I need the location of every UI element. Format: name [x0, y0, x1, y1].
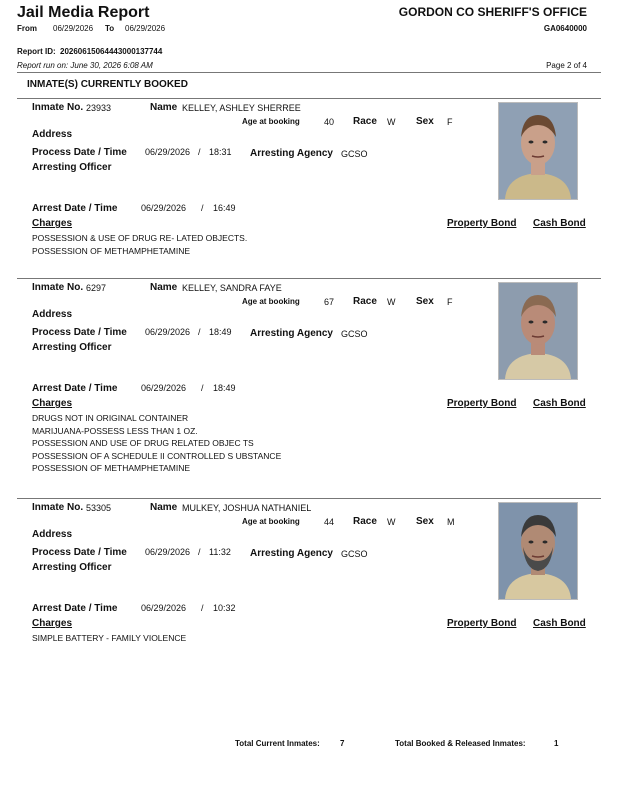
charge-item: POSSESSION OF A SCHEDULE II CONTROLLED S UBSTANCE [32, 450, 282, 461]
address-label: Address [32, 129, 73, 140]
arresting-agency-value: GCSO [341, 549, 368, 559]
to-date: 06/29/2026 [125, 24, 166, 33]
mugshot-photo [498, 502, 578, 600]
process-slash: / [198, 147, 201, 157]
arrest-date: 06/29/2026 [141, 203, 187, 213]
mugshot-photo [498, 282, 578, 380]
arresting-agency-value: GCSO [341, 329, 368, 339]
charge-item: POSSESSION & USE OF DRUG RE- LATED OBJECTS. [32, 233, 248, 243]
process-time: 18:49 [209, 327, 232, 337]
arresting-officer-label: Arresting Officer [32, 562, 112, 573]
from-label: From [17, 24, 37, 33]
process-date: 06/29/2026 [145, 327, 191, 337]
charge-item: POSSESSION AND USE OF DRUG RELATED OBJEC TS [32, 438, 254, 448]
arresting-agency-value: GCSO [341, 149, 368, 159]
age-value: 40 [324, 117, 335, 127]
total-booked-label: Total Booked & Released Inmates: [395, 739, 526, 748]
page-number: Page 2 of 4 [546, 61, 587, 70]
process-label: Process Date / Time [32, 327, 127, 338]
race-label: Race [353, 516, 377, 527]
agency-code: GA0640000 [543, 24, 587, 33]
process-slash: / [198, 327, 201, 337]
process-slash: / [198, 547, 201, 557]
agency-name: GORDON CO SHERIFF'S OFFICE [398, 5, 587, 19]
process-date: 06/29/2026 [145, 147, 191, 157]
report-id-label: Report ID: [17, 47, 56, 56]
inmate-no-label: Inmate No. [32, 282, 84, 293]
arrest-date: 06/29/2026 [141, 603, 187, 613]
race-label: Race [353, 296, 377, 307]
inmate-divider [17, 278, 601, 279]
mugshot-photo [498, 102, 578, 200]
age-label: Age at booking [242, 117, 300, 126]
charge-item: SIMPLE BATTERY - FAMILY VIOLENCE [32, 633, 187, 643]
charge-item: POSSESSION OF METHAMPHETAMINE [32, 463, 191, 473]
charges-label: Charges [32, 618, 73, 629]
charge-item: DRUGS NOT IN ORIGINAL CONTAINER [32, 413, 189, 423]
inmate-no-value: 53305 [86, 503, 112, 513]
arrest-time: 18:49 [213, 383, 236, 393]
from-date: 06/29/2026 [53, 24, 94, 33]
cash-bond-label: Cash Bond [533, 618, 586, 629]
sex-value: F [447, 117, 453, 127]
cash-bond-label: Cash Bond [533, 218, 586, 229]
to-label: To [105, 24, 115, 33]
address-label: Address [32, 309, 73, 320]
sex-label: Sex [416, 296, 434, 307]
cash-bond-label: Cash Bond [533, 398, 586, 409]
inmate-divider [17, 498, 601, 499]
arrest-time: 16:49 [213, 203, 236, 213]
inmate-name: KELLEY, SANDRA FAYE [182, 283, 282, 293]
report-title: Jail Media Report [17, 4, 150, 21]
report-id: 20260615064443000137744 [60, 47, 163, 56]
arresting-officer-label: Arresting Officer [32, 162, 112, 173]
arrest-label: Arrest Date / Time [32, 203, 118, 214]
charge-item: POSSESSION OF METHAMPHETAMINE [32, 245, 191, 256]
sex-value: M [447, 517, 455, 527]
report-run-on: Report run on: June 30, 2026 6:08 AM [17, 61, 153, 70]
age-value: 44 [324, 517, 335, 527]
inmate-no-value: 6297 [86, 283, 107, 293]
age-value: 67 [324, 297, 335, 307]
race-label: Race [353, 116, 377, 127]
process-label: Process Date / Time [32, 547, 127, 558]
sex-label: Sex [416, 516, 434, 527]
process-time: 18:31 [209, 147, 232, 157]
arrest-label: Arrest Date / Time [32, 603, 118, 614]
property-bond-label: Property Bond [447, 218, 517, 229]
arresting-agency-label: Arresting Agency [250, 328, 333, 339]
total-booked-value: 1 [554, 739, 559, 748]
section-divider [17, 98, 601, 99]
race-value: W [387, 297, 396, 307]
header-divider [17, 72, 601, 73]
sex-label: Sex [416, 116, 434, 127]
inmate-no-label: Inmate No. [32, 502, 84, 513]
property-bond-label: Property Bond [447, 398, 517, 409]
arrest-slash: / [201, 603, 204, 613]
property-bond-label: Property Bond [447, 618, 517, 629]
process-time: 11:32 [209, 547, 231, 557]
section-title: INMATE(S) CURRENTLY BOOKED [27, 79, 188, 90]
inmate-no-label: Inmate No. [32, 102, 84, 113]
charge-item: MARIJUANA-POSSESS LESS THAN 1 OZ. [32, 425, 198, 436]
charges-label: Charges [32, 398, 73, 409]
arresting-officer-label: Arresting Officer [32, 342, 112, 353]
arrest-slash: / [201, 203, 204, 213]
inmate-no-value: 23933 [86, 103, 112, 113]
inmate-name: MULKEY, JOSHUA NATHANIEL [182, 503, 312, 513]
arresting-agency-label: Arresting Agency [250, 548, 333, 559]
arrest-label: Arrest Date / Time [32, 383, 118, 394]
process-label: Process Date / Time [32, 147, 127, 158]
arrest-date: 06/29/2026 [141, 383, 187, 393]
address-label: Address [32, 529, 73, 540]
race-value: W [387, 517, 396, 527]
arresting-agency-label: Arresting Agency [250, 148, 333, 159]
total-current-value: 7 [340, 739, 345, 748]
name-label: Name [150, 102, 178, 113]
charges-label: Charges [32, 218, 73, 229]
name-label: Name [150, 282, 178, 293]
inmate-name: KELLEY, ASHLEY SHERREE [182, 103, 301, 113]
process-date: 06/29/2026 [145, 547, 191, 557]
total-current-label: Total Current Inmates: [235, 739, 320, 748]
arrest-slash: / [201, 383, 204, 393]
age-label: Age at booking [242, 297, 300, 306]
sex-value: F [447, 297, 453, 307]
name-label: Name [150, 502, 178, 513]
age-label: Age at booking [242, 517, 300, 526]
arrest-time: 10:32 [213, 603, 236, 613]
race-value: W [387, 117, 396, 127]
